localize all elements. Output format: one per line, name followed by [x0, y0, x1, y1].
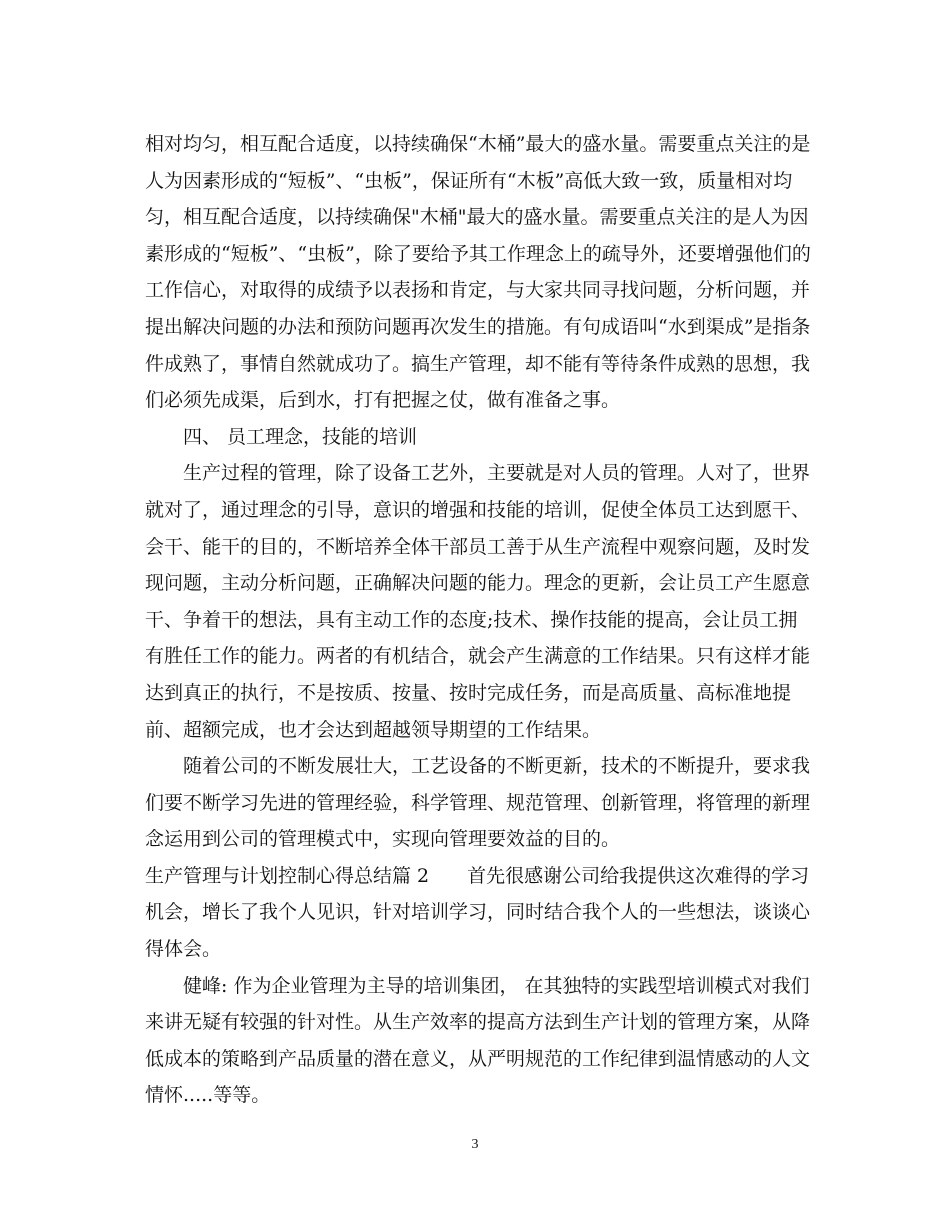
text-line: 素形成的“短板”、“虫板”，除了要给予其工作理念上的疏导外，还要增强他们的	[145, 242, 811, 265]
text-line: 生产过程的管理，除了设备工艺外，主要就是对人员的管理。人对了，世界	[183, 462, 811, 485]
text-line: 现问题，主动分析问题，正确解决问题的能力。理念的更新，会让员工产生愿意	[145, 572, 811, 595]
text-line: 念运用到公司的管理模式中，实现向管理要效益的目的。	[145, 828, 621, 851]
text-line: 来讲无疑有较强的针对性。从生产效率的提高方法到生产计划的管理方案，从降	[145, 1011, 811, 1034]
text-line: 情怀.....等等。	[145, 1084, 271, 1107]
text-line: 生产管理与计划控制心得总结篇 2 首先很感谢公司给我提供这次难得的学习	[145, 864, 810, 887]
text-line: 相对均匀，相互配合适度，以持续确保“木桶”最大的盛水量。需要重点关注的是	[145, 133, 811, 155]
text-line: 低成本的策略到产品质量的潜在意义，从严明规范的工作纪律到温情感动的人文	[145, 1047, 811, 1070]
text-line: 干、争着干的想法，具有主动工作的态度;技术、操作技能的提高，会让员工拥	[145, 608, 798, 631]
text-line: 们要不断学习先进的管理经验，科学管理、规范管理、创新管理，将管理的新理	[145, 791, 811, 814]
text-line: 会干、能干的目的，不断培养全体干部员工善于从生产流程中观察问题，及时发	[145, 535, 811, 558]
text-line: 工作信心，对取得的成绩予以表扬和肯定，与大家共同寻找问题，分析问题，并	[145, 279, 811, 302]
text-line: 提出解决问题的办法和预防问题再次发生的措施。有句成语叫“水到渠成”是指条	[145, 315, 811, 338]
text-line: 得体会。	[145, 938, 222, 961]
text-line: 前、超额完成，也才会达到超越领导期望的工作结果。	[145, 718, 602, 741]
text-line: 随着公司的不断发展壮大，工艺设备的不断更新，技术的不断提升，要求我	[183, 755, 811, 778]
page-number: 3	[471, 1137, 479, 1152]
text-line: 匀，相互配合适度，以持续确保"木桶"最大的盛水量。需要重点关注的是人为因	[145, 206, 809, 229]
text-line: 人为因素形成的“短板”、“虫板”，保证所有“木板”高低大致一致，质量相对均	[145, 169, 793, 192]
text-line: 四、 员工理念，技能的培训	[183, 425, 418, 448]
text-line: 件成熟了，事情自然就成功了。搞生产管理，却不能有等待条件成熟的思想，我	[145, 352, 811, 375]
text-line: 达到真正的执行，不是按质、按量、按时完成任务，而是高质量、高标准地提	[145, 681, 792, 704]
text-line: 就对了，通过理念的引导，意识的增强和技能的培训，促使全体员工达到愿干、	[145, 498, 811, 521]
text-line: 们必须先成渠，后到水，打有把握之仗，做有准备之事。	[145, 389, 621, 412]
text-line: 有胜任工作的能力。两者的有机结合，就会产生满意的工作结果。只有这样才能	[145, 645, 811, 668]
text-line: 机会，增长了我个人见识，针对培训学习，同时结合我个人的一些想法，谈谈心	[145, 901, 811, 924]
text-line: 健峰: 作为企业管理为主导的培训集团， 在其独特的实践型培训模式对我们	[183, 974, 810, 997]
body-text	[145, 126, 811, 1114]
